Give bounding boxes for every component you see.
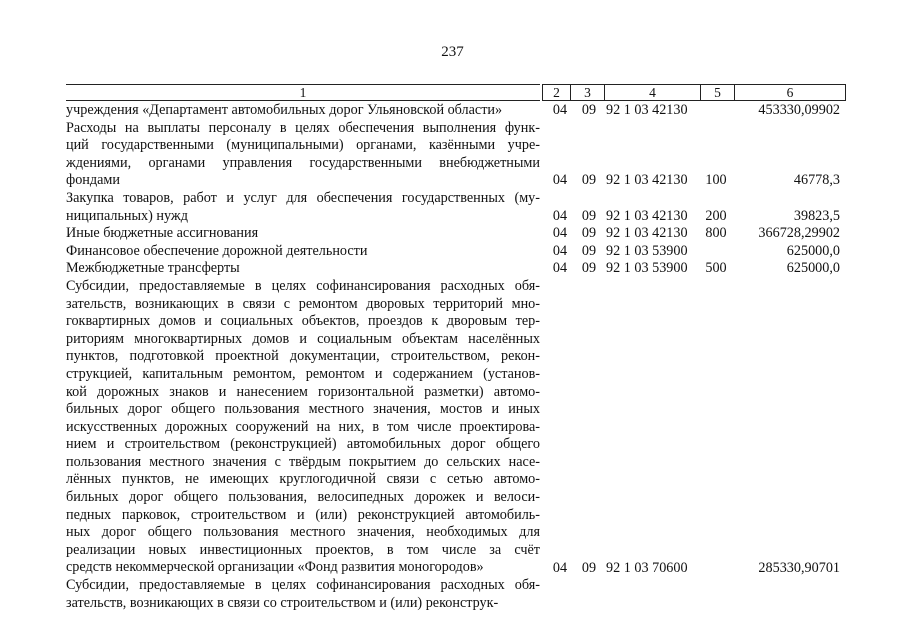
row-c6-cell: 625000,0 bbox=[786, 260, 840, 277]
header-col-3: 3 bbox=[570, 84, 604, 101]
description-line: бильных дорог общего пользования местного значения, мостов и иных bbox=[66, 401, 540, 418]
description-line: Субсидии, предоставляемые в целях софинансирования расходных обя- bbox=[66, 277, 540, 294]
row-c4-cell: 92 1 03 70600 bbox=[606, 559, 688, 576]
description-line: Закупка товаров, работ и услуг для обеспечения государственных (му- bbox=[66, 189, 540, 206]
description-line: Субсидии, предоставляемые в целях софинансирования расходных обя- bbox=[66, 577, 540, 594]
description-line: бильных дорог общего пользования, велосипедных дорожек и велоси- bbox=[66, 489, 540, 506]
description-line: Финансовое обеспечение дорожной деятельности bbox=[66, 242, 368, 259]
header-col-4: 4 bbox=[604, 84, 700, 101]
description-line: фондами bbox=[66, 172, 120, 189]
description-line: риториям многоквартирных домов и социальным объектам населённых bbox=[66, 330, 540, 347]
row-c5-cell: 100 bbox=[705, 172, 727, 189]
description-line: гоквартирных домов и социальных объектов, проездов к дворовым тер- bbox=[66, 313, 540, 330]
description-line: струкцией, капитальным ремонтом, ремонтом и содержанием (установ- bbox=[66, 365, 540, 382]
row-c4-cell: 92 1 03 53900 bbox=[606, 260, 688, 277]
row-c2-cell: 04 bbox=[552, 172, 568, 189]
row-c6-cell: 453330,09902 bbox=[758, 102, 840, 118]
page-number: 237 bbox=[441, 44, 464, 60]
row-c3-cell: 09 bbox=[581, 207, 597, 224]
row-c6-cell: 285330,90701 bbox=[758, 559, 840, 576]
header-col-1: 1 bbox=[66, 84, 540, 101]
row-c2-cell: 04 bbox=[552, 559, 568, 576]
description-line: искусственных дорожных сооружений на них, в том числе проектирова- bbox=[66, 418, 540, 435]
row-c2-cell: 04 bbox=[552, 207, 568, 224]
row-c3-cell: 09 bbox=[581, 172, 597, 189]
row-c2-cell: 04 bbox=[552, 260, 568, 277]
row-c6-cell: 625000,0 bbox=[786, 242, 840, 259]
description-line: Расходы на выплаты персоналу в целях обеспечения выполнения функ- bbox=[66, 119, 540, 136]
row-c2-cell: 04 bbox=[552, 102, 568, 118]
description-line: нием и строительством (реконструкцией) автомобильных дорог общего bbox=[66, 436, 540, 453]
description-line: лённых пунктов, не имеющих круглогодичной связи с сетью автомо- bbox=[66, 471, 540, 488]
row-c5-cell: 800 bbox=[705, 225, 727, 242]
row-c5-cell: 200 bbox=[705, 207, 727, 224]
description-line: реализации новых инвестиционных проектов, в том числе за счёт bbox=[66, 541, 540, 558]
description-line: ных дорог общего пользования местного значения, необходимых для bbox=[66, 524, 540, 541]
row-c3-cell: 09 bbox=[581, 102, 597, 118]
row-c2-cell: 04 bbox=[552, 225, 568, 242]
row-c6-cell: 39823,5 bbox=[793, 207, 840, 224]
header-col-6: 6 bbox=[734, 84, 846, 101]
description-line: пользования местного значения с твёрдым покрытием до сельских насе- bbox=[66, 453, 540, 470]
header-col-5: 5 bbox=[700, 84, 734, 101]
description-column bbox=[66, 102, 540, 612]
row-c5-cell: 500 bbox=[705, 260, 727, 277]
row-c4-cell: 92 1 03 42130 bbox=[606, 172, 688, 189]
row-c3-cell: 09 bbox=[581, 225, 597, 242]
row-c2-cell: 04 bbox=[552, 242, 568, 259]
description-line: учреждения «Департамент автомобильных дорог Ульяновской области» bbox=[66, 102, 503, 118]
row-c6-cell: 46778,3 bbox=[793, 172, 840, 189]
row-c3-cell: 09 bbox=[581, 260, 597, 277]
description-line: ниципальных) нужд bbox=[66, 207, 188, 224]
header-col-2: 2 bbox=[542, 84, 570, 101]
row-c3-cell: 09 bbox=[581, 242, 597, 259]
row-c4-cell: 92 1 03 53900 bbox=[606, 242, 688, 259]
description-line: ждениями, органами управления государственными внебюджетными bbox=[66, 154, 540, 171]
description-line: пунктов, подготовкой проектной документации, строительством, рекон- bbox=[66, 348, 540, 365]
description-line: кой дорожных знаков и нанесением горизонтальной разметки) автомо- bbox=[66, 383, 540, 400]
row-c3-cell: 09 bbox=[581, 559, 597, 576]
description-line: Межбюджетные трансферты bbox=[66, 260, 240, 277]
description-line: Иные бюджетные ассигнования bbox=[66, 225, 259, 242]
description-line: зательств, возникающих в связи с ремонтом дворовых территорий мно- bbox=[66, 295, 540, 312]
row-c4-cell: 92 1 03 42130 bbox=[606, 225, 688, 242]
row-c6-cell: 366728,29902 bbox=[758, 225, 840, 242]
row-c4-cell: 92 1 03 42130 bbox=[606, 207, 688, 224]
description-line: педных парковок, строительством и (или) реконструкцией автомобиль- bbox=[66, 506, 540, 523]
description-line: зательств, возникающих в связи со строительством и (или) реконструк- bbox=[66, 594, 499, 611]
description-line: ций государственными (муниципальными) органами, казёнными учре- bbox=[66, 137, 540, 154]
description-line: средств некоммерческой организации «Фонд развития моногородов» bbox=[66, 559, 484, 576]
row-c4-cell: 92 1 03 42130 bbox=[606, 102, 688, 118]
